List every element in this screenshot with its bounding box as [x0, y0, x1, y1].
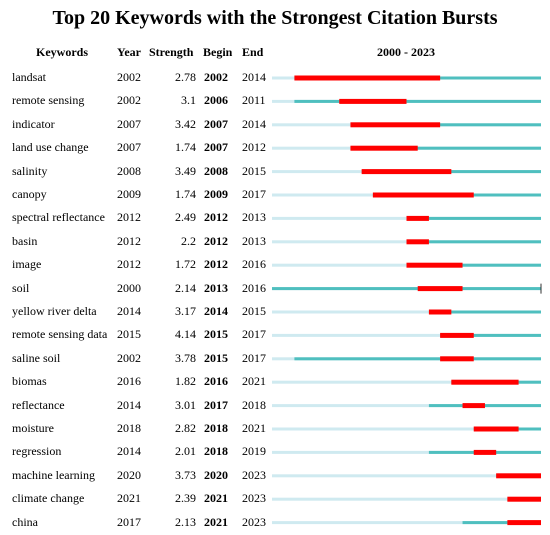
burst-bar: [507, 520, 541, 525]
burst-bar: [451, 380, 518, 385]
burst-bar: [440, 333, 474, 338]
year-value: 2014: [117, 304, 141, 318]
begin-value: 2018: [204, 444, 228, 459]
strength-value: 3.01: [175, 397, 196, 412]
begin-value: 2012: [204, 210, 228, 225]
header-keywords: Keywords: [36, 45, 88, 59]
strength-value: 1.74: [175, 187, 196, 201]
end-value: 2023: [242, 467, 266, 482]
year-value: 2012: [117, 210, 141, 225]
year-value: 2002: [117, 350, 141, 365]
keyword-label: canopy: [12, 187, 47, 201]
keyword-label: basin: [12, 233, 38, 248]
end-value: 2013: [242, 210, 266, 225]
begin-value: 2018: [204, 421, 228, 435]
begin-value: 2007: [204, 140, 228, 155]
begin-value: 2020: [204, 467, 228, 482]
year-value: 2012: [117, 257, 141, 272]
end-value: 2017: [242, 327, 266, 342]
keyword-label: indicator: [12, 116, 55, 131]
end-value: 2015: [242, 304, 266, 318]
end-value: 2017: [242, 187, 266, 201]
strength-value: 2.39: [175, 491, 196, 506]
strength-value: 2.2: [181, 233, 196, 248]
begin-value: 2008: [204, 163, 228, 178]
year-value: 2014: [117, 444, 141, 459]
end-value: 2018: [242, 397, 266, 412]
strength-value: 1.82: [175, 374, 196, 389]
timeline-active-bar: [294, 357, 541, 360]
burst-bar: [407, 216, 429, 221]
end-value: 2013: [242, 233, 266, 248]
keyword-label: saline soil: [12, 350, 61, 365]
keyword-label: reflectance: [12, 397, 65, 412]
end-value: 2014: [242, 116, 266, 131]
year-value: 2002: [117, 70, 141, 84]
year-value: 2008: [117, 163, 141, 178]
year-value: 2018: [117, 421, 141, 435]
end-value: 2011: [242, 93, 266, 108]
strength-value: 2.01: [175, 444, 196, 459]
year-value: 2021: [117, 491, 141, 506]
burst-bar: [350, 122, 440, 127]
burst-bar: [350, 146, 417, 151]
year-value: 2009: [117, 187, 141, 201]
strength-value: 2.14: [175, 280, 196, 295]
end-value: 2014: [242, 70, 266, 84]
burst-bar: [407, 263, 463, 268]
year-value: 2016: [117, 374, 141, 389]
keyword-label: regression: [12, 444, 62, 459]
end-value: 2017: [242, 350, 266, 365]
keyword-label: spectral reflectance: [12, 210, 105, 225]
keyword-label: china: [12, 514, 38, 529]
burst-bar: [407, 239, 429, 244]
end-value: 2016: [242, 280, 266, 295]
header-strength: Strength: [149, 45, 194, 59]
keyword-label: soil: [12, 280, 30, 295]
keyword-label: climate change: [12, 491, 85, 506]
year-value: 2007: [117, 140, 141, 155]
strength-value: 1.72: [175, 257, 196, 272]
chart-title: Top 20 Keywords with the Strongest Citation Bursts: [52, 7, 498, 29]
end-value: 2021: [242, 374, 266, 389]
header-end: End: [242, 45, 264, 59]
strength-value: 3.1: [181, 93, 196, 108]
keyword-label: yellow river delta: [12, 304, 97, 318]
end-value: 2015: [242, 163, 266, 178]
begin-value: 2012: [204, 233, 228, 248]
strength-value: 1.74: [175, 140, 196, 155]
year-value: 2000: [117, 280, 141, 295]
begin-value: 2002: [204, 70, 228, 84]
begin-value: 2021: [204, 514, 228, 529]
begin-value: 2015: [204, 327, 228, 342]
timeline-active-bar: [294, 100, 541, 103]
strength-value: 2.49: [175, 210, 196, 225]
strength-value: 4.14: [175, 327, 196, 342]
keyword-label: remote sensing: [12, 93, 85, 108]
end-value: 2023: [242, 491, 266, 506]
strength-value: 3.42: [175, 116, 196, 131]
begin-value: 2021: [204, 491, 228, 506]
begin-value: 2014: [204, 304, 228, 318]
end-value: 2023: [242, 514, 266, 529]
burst-bar: [440, 356, 474, 361]
year-value: 2014: [117, 397, 141, 412]
strength-value: 3.78: [175, 350, 196, 365]
burst-bar: [496, 473, 541, 478]
burst-bar: [429, 310, 451, 315]
keyword-label: machine learning: [12, 467, 95, 482]
timeline-inactive-bar: [272, 498, 541, 501]
keyword-label: moisture: [12, 421, 54, 435]
keyword-label: salinity: [12, 163, 48, 178]
strength-value: 2.82: [175, 421, 196, 435]
strength-value: 2.13: [175, 514, 196, 529]
end-value: 2012: [242, 140, 266, 155]
begin-value: 2006: [204, 93, 228, 108]
year-value: 2002: [117, 93, 141, 108]
burst-bar: [418, 286, 463, 291]
begin-value: 2009: [204, 187, 228, 201]
burst-bar: [339, 99, 406, 104]
begin-value: 2017: [204, 397, 228, 412]
burst-bar: [474, 427, 519, 432]
end-value: 2019: [242, 444, 266, 459]
year-value: 2007: [117, 116, 141, 131]
end-value: 2021: [242, 421, 266, 435]
begin-value: 2016: [204, 374, 228, 389]
strength-value: 3.49: [175, 163, 196, 178]
begin-value: 2012: [204, 257, 228, 272]
header-year: Year: [117, 45, 141, 59]
keyword-label: landsat: [12, 70, 46, 84]
keyword-label: remote sensing data: [12, 327, 108, 342]
year-value: 2020: [117, 467, 141, 482]
header-range: 2000 - 2023: [377, 45, 435, 59]
begin-value: 2013: [204, 280, 228, 295]
burst-bar: [362, 169, 452, 174]
burst-bar: [474, 450, 496, 455]
keyword-label: image: [12, 257, 42, 272]
keyword-label: land use change: [12, 140, 89, 155]
timeline-active-bar: [272, 287, 541, 290]
begin-value: 2007: [204, 116, 228, 131]
strength-value: 3.73: [175, 467, 196, 482]
begin-value: 2015: [204, 350, 228, 365]
header-begin: Begin: [203, 45, 233, 59]
strength-value: 2.78: [175, 70, 196, 84]
year-value: 2015: [117, 327, 141, 342]
year-value: 2012: [117, 233, 141, 248]
burst-bar: [463, 403, 485, 408]
burst-bar: [507, 497, 541, 502]
keyword-label: biomas: [12, 374, 47, 389]
burst-bar: [294, 76, 440, 81]
end-value: 2016: [242, 257, 266, 272]
strength-value: 3.17: [175, 304, 196, 318]
year-value: 2017: [117, 514, 141, 529]
burst-bar: [373, 193, 474, 198]
